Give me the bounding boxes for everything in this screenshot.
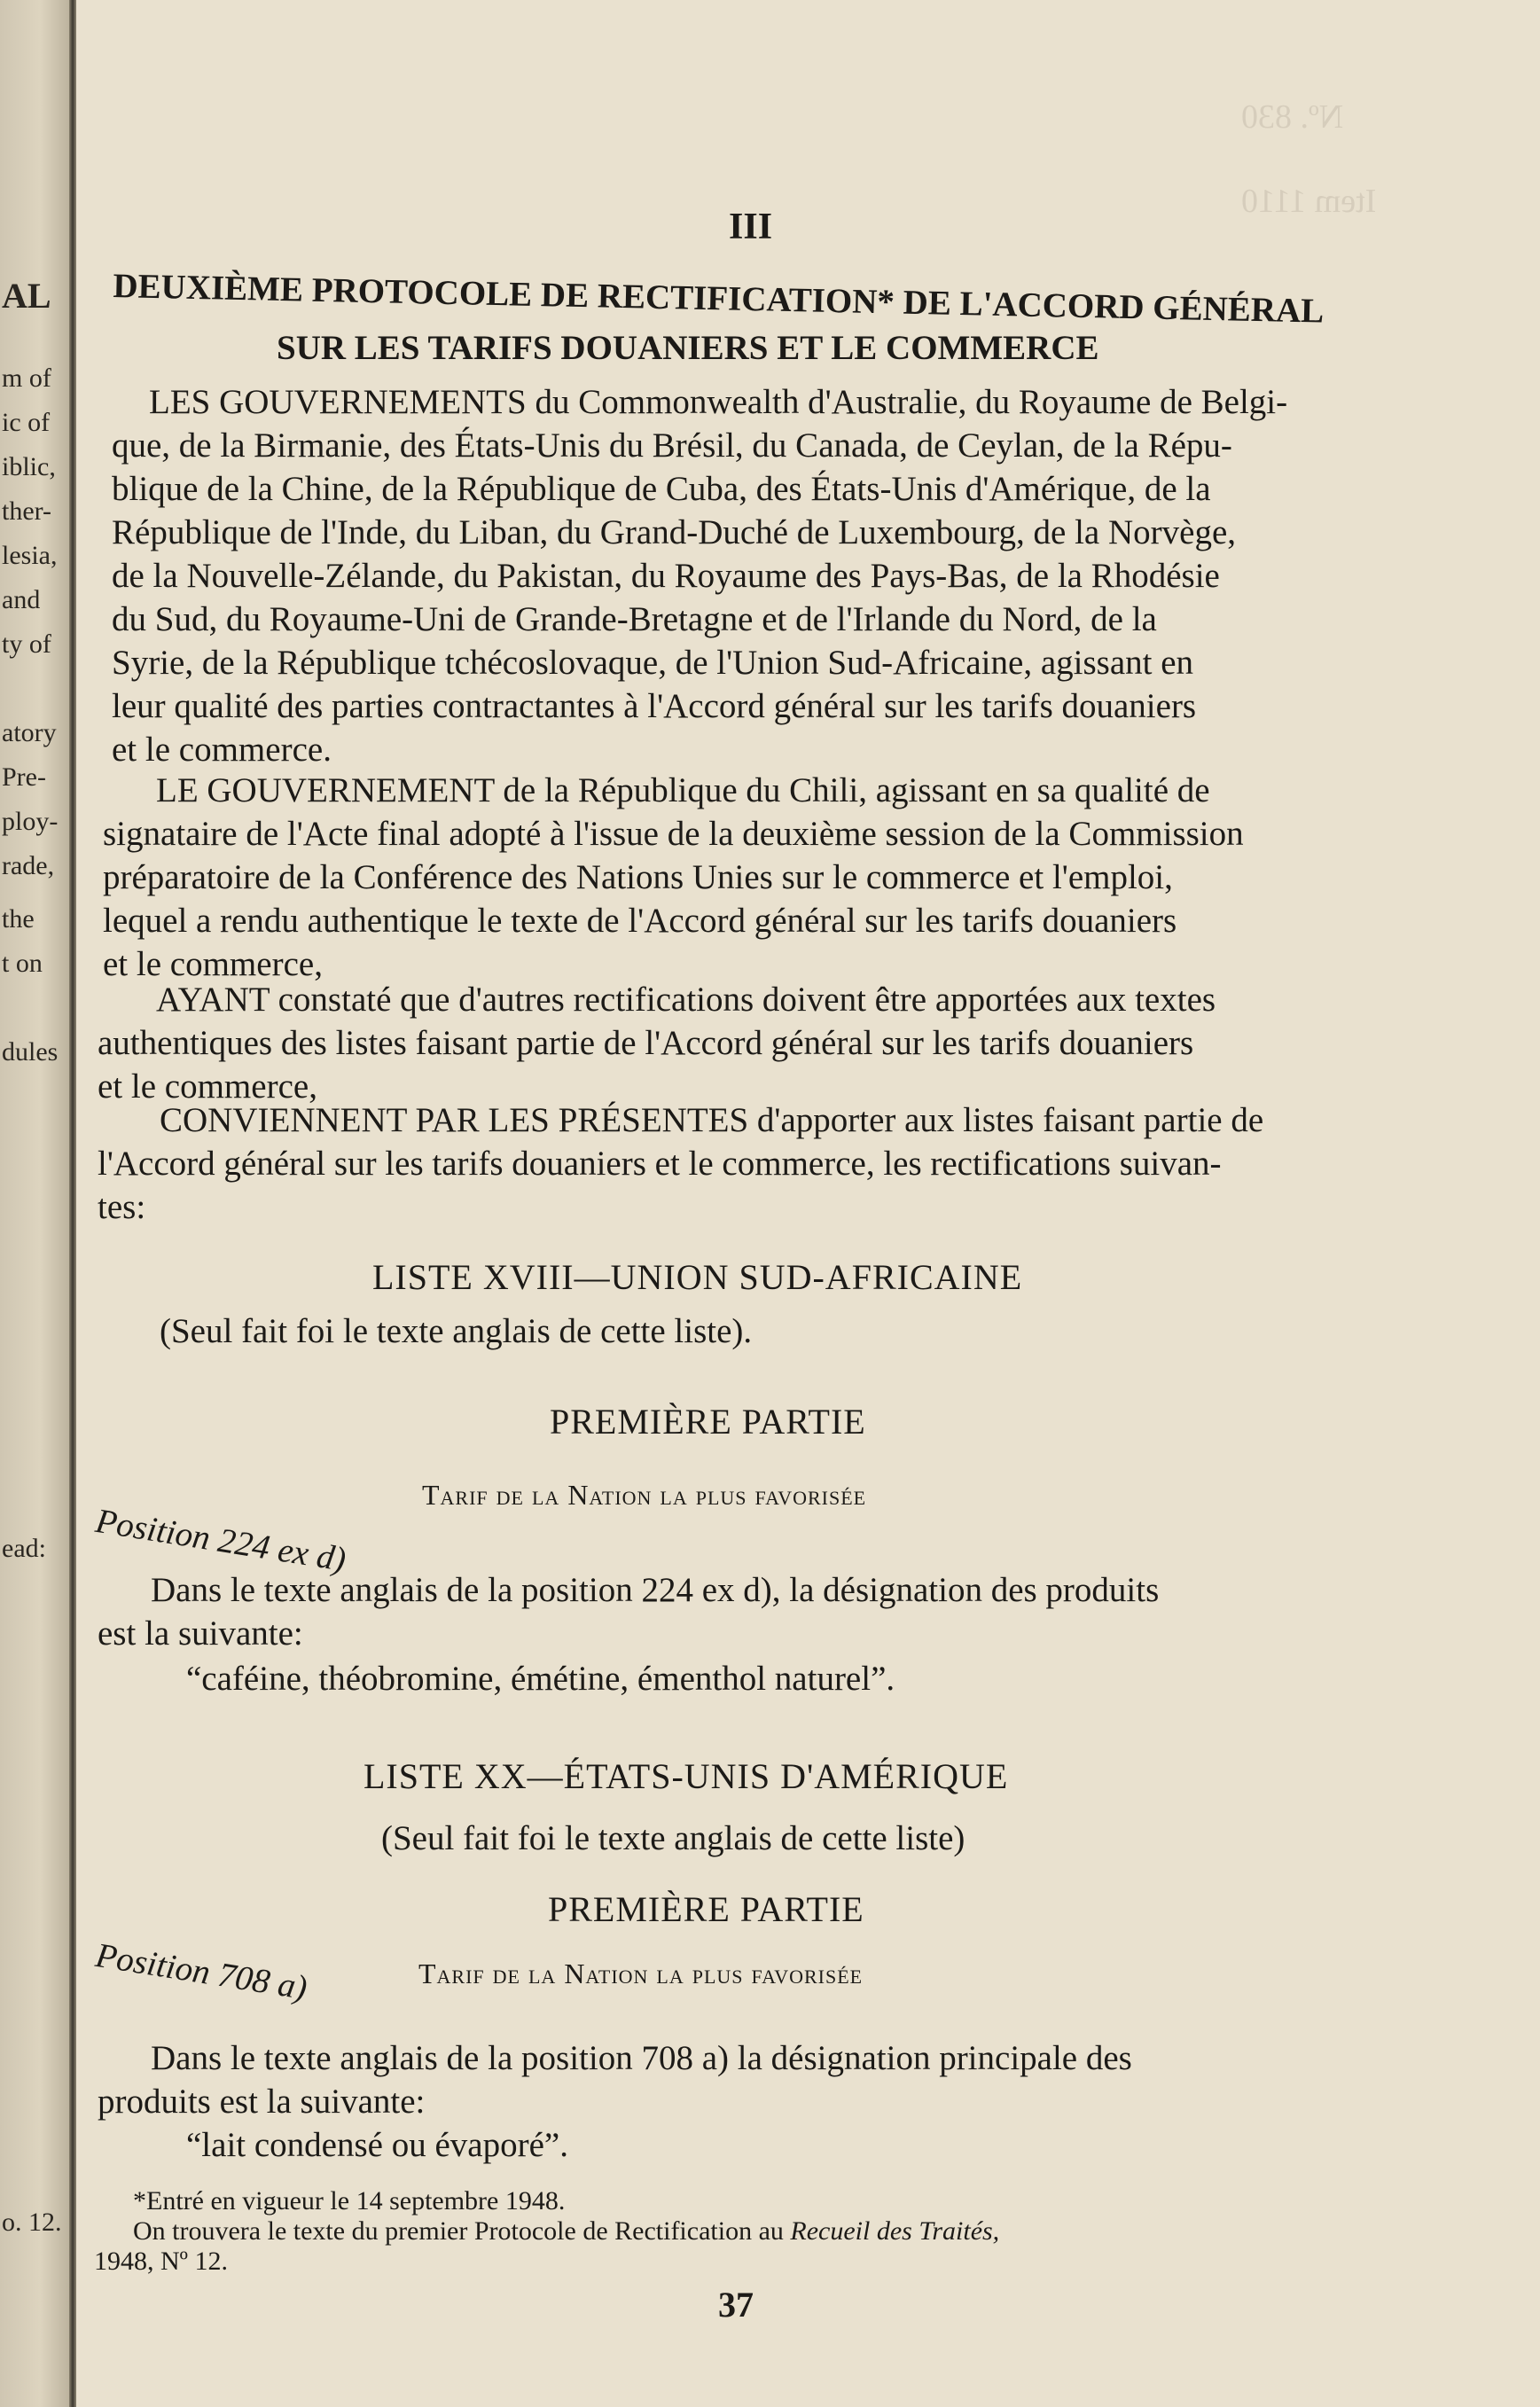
text-line: l'Accord général sur les tarifs douaniers et le commerce, les rectifications suivan- — [98, 1145, 1222, 1183]
position-label: Position 708 a) — [92, 1935, 310, 2008]
text-line: leur qualité des parties contractantes à l'Accord général sur les tarifs douaniers — [112, 687, 1197, 725]
part-heading: PREMIÈRE PARTIE — [550, 1402, 866, 1442]
text-line: de la Nouvelle-Zélande, du Pakistan, du Royaume des Pays-Bas, de la Rhodésie — [112, 557, 1220, 595]
facing-page-fragment: and — [2, 585, 41, 614]
facing-page-fragment: iblic, — [2, 452, 56, 481]
text-line: Syrie, de la République tchécoslovaque, de l'Union Sud-Africaine, agissant en — [112, 644, 1194, 682]
section-note: (Seul fait foi le texte anglais de cette liste). — [160, 1312, 753, 1350]
footnote-continuation: 1948, Nº 12. — [94, 2247, 228, 2276]
title-line-2: SUR LES TARIFS DOUANIERS ET LE COMMERCE — [277, 329, 1099, 367]
facing-page-fragment: atory — [2, 718, 57, 747]
text-line: signataire de l'Acte final adopté à l'issue de la deuxième session de la Commission — [103, 815, 1244, 853]
text-line: et le commerce. — [112, 731, 332, 769]
facing-page-fragment: ead: — [2, 1534, 46, 1563]
product-quote: “caféine, théobromine, émétine, émenthol naturel”. — [186, 1660, 895, 1698]
tariff-heading: Tarif de la Nation la plus favorisée — [418, 1958, 864, 1989]
text-line: que, de la Birmanie, des États-Unis du Brésil, du Canada, de Ceylan, de la Répu- — [112, 426, 1232, 465]
text-line: Dans le texte anglais de la position 708 a) la désignation principale des — [151, 2039, 1132, 2077]
facing-page-fragment: lesia, — [2, 541, 58, 570]
position-label: Position 224 ex d) — [92, 1501, 349, 1580]
section-title: LISTE XVIII—UNION SUD-AFRICAINE — [372, 1257, 1023, 1297]
text-line: blique de la Chine, de la République de Cuba, des États-Unis d'Amérique, de la — [112, 470, 1211, 508]
facing-page-fragment: Pre- — [2, 762, 46, 792]
text-line: République de l'Inde, du Liban, du Grand-Duché de Luxembourg, de la Norvège, — [112, 513, 1237, 551]
text-line: AYANT constaté que d'autres rectifications doivent être apportées aux textes — [156, 981, 1216, 1019]
footnote-italic: Recueil des Traités, — [790, 2216, 1000, 2246]
facing-page-fragment: ther- — [2, 496, 52, 526]
facing-page-fragment: m of — [2, 363, 51, 393]
facing-page-fragment: ic of — [2, 408, 51, 437]
bleed-through-item: Item 1110 — [1241, 183, 1377, 220]
section-title: LISTE XX—ÉTATS-UNIS D'AMÉRIQUE — [364, 1756, 1009, 1796]
text-line: et le commerce, — [103, 945, 323, 983]
page-number: 37 — [718, 2285, 754, 2325]
facing-page-fragment: t on — [2, 949, 43, 978]
text-line: LE GOUVERNEMENT de la République du Chili, agissant en sa qualité de — [156, 771, 1210, 809]
title-line-1: DEUXIÈME PROTOCOLE DE RECTIFICATION* DE L'ACCORD GÉNÉRAL — [113, 266, 1325, 331]
text-line: CONVIENNENT PAR LES PRÉSENTES d'apporter aux listes faisant partie de — [160, 1101, 1264, 1139]
bleed-through-header: Nº. 830 — [1241, 98, 1344, 136]
footnote-entry-into-force: *Entré en vigueur le 14 septembre 1948. — [133, 2186, 566, 2216]
text-line: authentiques des listes faisant partie de l'Accord général sur les tarifs douaniers — [98, 1024, 1194, 1062]
text-line: produits est la suivante: — [98, 2083, 426, 2121]
footnote-reference — [133, 2216, 999, 2247]
text-line: est la suivante: — [98, 1614, 303, 1653]
text-line: du Sud, du Royaume-Uni de Grande-Bretagne et de l'Irlande du Nord, de la — [112, 600, 1157, 638]
roman-numeral: III — [729, 207, 773, 247]
facing-page-fragment: the — [2, 904, 35, 934]
section-note: (Seul fait foi le texte anglais de cette liste) — [381, 1819, 965, 1857]
tariff-heading: Tarif de la Nation la plus favorisée — [422, 1479, 867, 1511]
facing-page-fragment: ty of — [2, 629, 51, 659]
part-heading: PREMIÈRE PARTIE — [548, 1889, 864, 1929]
text-line: préparatoire de la Conférence des Nations Unies sur le commerce et l'emploi, — [103, 858, 1173, 896]
text-line: tes: — [98, 1188, 146, 1226]
facing-page-fragment: rade, — [2, 851, 55, 880]
product-quote: “lait condensé ou évaporé”. — [186, 2126, 568, 2164]
facing-page-fragment: AL — [2, 276, 51, 316]
footnote-text: On trouvera le texte du premier Protocole de Rectification au — [133, 2216, 784, 2246]
text-line: lequel a rendu authentique le texte de l'Accord général sur les tarifs douaniers — [103, 902, 1177, 940]
facing-page-fragment: dules — [2, 1037, 59, 1067]
text-line: Dans le texte anglais de la position 224 ex d), la désignation des produits — [151, 1571, 1160, 1609]
facing-page-fragment: o. 12. — [2, 2208, 62, 2237]
text-line: LES GOUVERNEMENTS du Commonwealth d'Australie, du Royaume de Belgi- — [149, 383, 1288, 421]
text-line: et le commerce, — [98, 1067, 317, 1106]
facing-page-fragment: ploy- — [2, 807, 59, 836]
